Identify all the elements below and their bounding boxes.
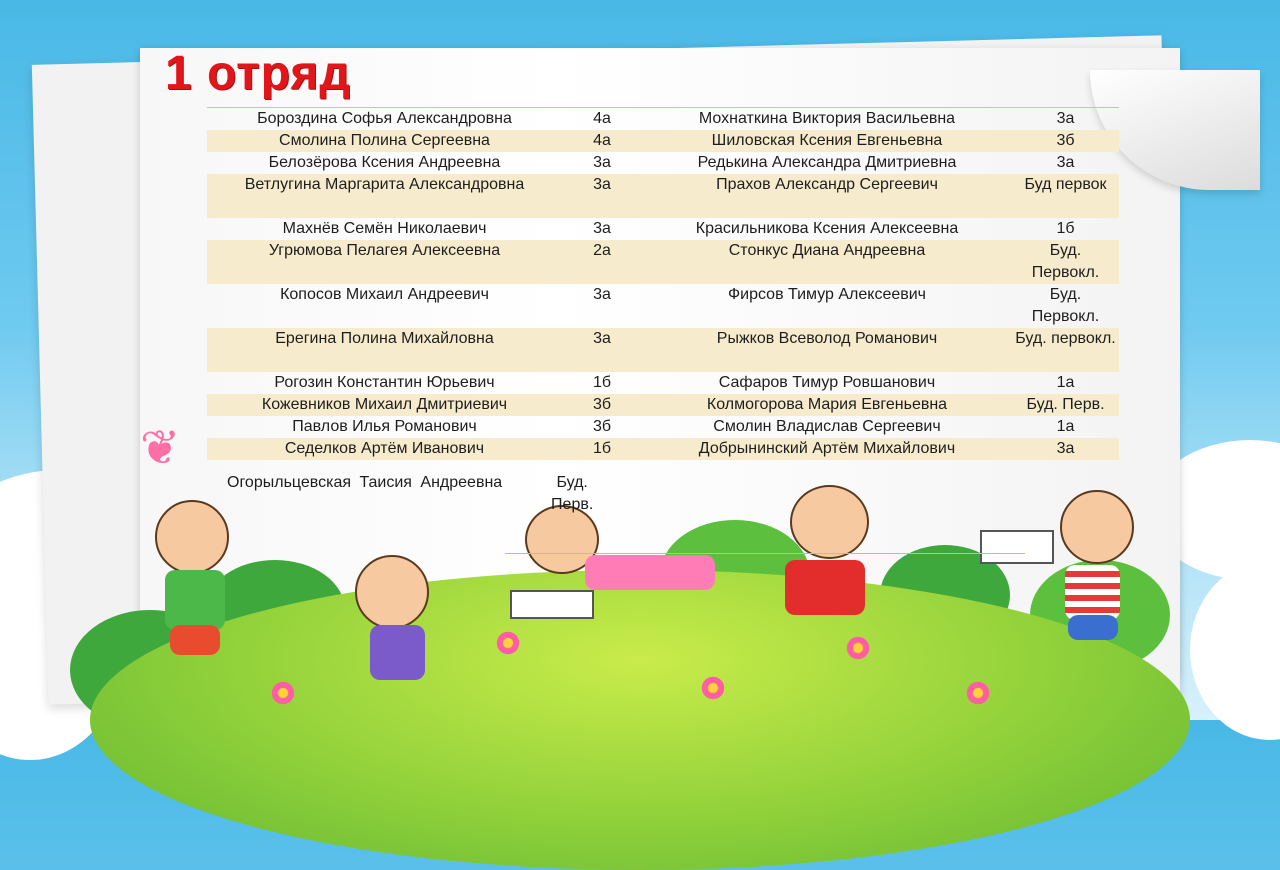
camper-list [207, 107, 1119, 460]
camper-name: Шиловская Ксения Евгеньевна [711, 132, 943, 149]
table-row [207, 174, 1119, 218]
camper-class: 3а [593, 330, 611, 347]
camper-name: Сафаров Тимур Ровшанович [718, 374, 936, 391]
camper-class: 3а [593, 154, 611, 171]
camper-class: Буд. первокл. [1015, 330, 1116, 347]
camper-class: Буд. Перв. [1026, 396, 1105, 413]
camper-name: Копосов Михаил Андреевич [280, 286, 489, 303]
kid-illustration [1040, 490, 1160, 690]
camper-class: 4а [593, 110, 611, 127]
kid-illustration [335, 555, 475, 705]
butterfly-icon: ❦ [140, 422, 181, 475]
kid-illustration [525, 505, 725, 625]
camper-class: 3а [1056, 154, 1075, 171]
table-row [207, 152, 1119, 174]
table-row [207, 240, 1119, 284]
camper-class: Буд. Первокл. [1031, 242, 1100, 281]
table-row [207, 328, 1119, 372]
camper-class: 3б [592, 396, 612, 413]
camper-name: Ерегина Полина Михайловна [275, 330, 494, 347]
camper-class: 3б [1056, 132, 1075, 149]
extra-class: Буд. Перв. [551, 474, 594, 513]
camper-name: Махнёв Семён Николаевич [282, 220, 487, 237]
camper-class: 3а [1056, 110, 1075, 127]
camper-class: 3а [593, 176, 611, 193]
kid-illustration [140, 495, 260, 695]
camper-name: Редькина Александра Дмитриевна [697, 154, 957, 171]
camper-class: 1а [1056, 374, 1075, 391]
camper-name: Рогозин Константин Юрьевич [274, 374, 495, 391]
kid-illustration [775, 485, 895, 655]
camper-name: Смолина Полина Сергеевна [279, 132, 490, 149]
table-row [207, 438, 1119, 460]
camper-name: Ветлугина Маргарита Александровна [244, 176, 525, 193]
table-row [207, 130, 1119, 152]
camper-class: 3б [592, 418, 612, 435]
camper-name: Красильникова Ксения Алексеевна [695, 220, 959, 237]
camper-name: Кожевников Михаил Дмитриевич [261, 396, 508, 413]
table-row [207, 372, 1119, 394]
table-row [207, 218, 1119, 240]
table-row [207, 394, 1119, 416]
camper-class: 1б [1056, 220, 1075, 237]
camper-name: Фирсов Тимур Алексеевич [727, 286, 927, 303]
camper-class: 1б [592, 374, 612, 391]
camper-name: Рыжков Всеволод Романович [716, 330, 938, 347]
camper-class: 2а [593, 242, 611, 259]
page-title: 1 отряд [165, 47, 351, 100]
camper-name: Бороздина Софья Александровна [257, 110, 512, 127]
camper-name: Седелков Артём Иванович [284, 440, 485, 457]
camper-class: Буд. Первокл. [1031, 286, 1100, 325]
camper-name: Колмогорова Мария Евгеньевна [706, 396, 948, 413]
camper-name: Стонкус Диана Андреевна [728, 242, 926, 259]
camper-class: 3а [593, 220, 611, 237]
camper-name: Павлов Илья Романович [292, 418, 477, 435]
extra-name: Огорыльцевская Таисия Андреевна [227, 474, 503, 491]
extra-entry [227, 472, 602, 516]
camper-name: Добрынинский Артём Михайлович [698, 440, 956, 457]
camper-class: 3а [593, 286, 611, 303]
table-row [207, 284, 1119, 328]
table-row [207, 416, 1119, 438]
table-row [207, 108, 1119, 130]
camper-class: 4а [593, 132, 611, 149]
camper-class: 1б [592, 440, 612, 457]
camper-class: 3а [1056, 440, 1075, 457]
camper-name: Белозёрова Ксения Андреевна [268, 154, 501, 171]
camper-name: Смолин Владислав Сергеевич [713, 418, 941, 435]
camper-name: Угрюмова Пелагея Алексеевна [268, 242, 501, 259]
camper-name: Мохнаткина Виктория Васильевна [698, 110, 956, 127]
divider [505, 553, 1025, 554]
camper-class: Буд первок [1024, 176, 1107, 193]
camper-name: Прахов Александр Сергеевич [716, 176, 938, 193]
camper-class: 1а [1056, 418, 1075, 435]
